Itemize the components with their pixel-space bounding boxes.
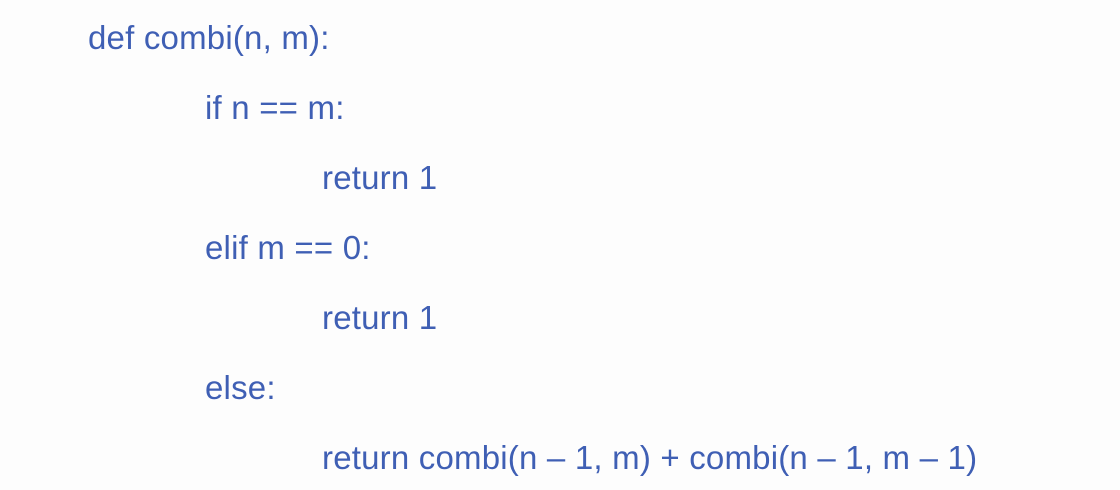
- code-line-if: if n == m:: [205, 89, 345, 126]
- code-line-return-recursive: return combi(n – 1, m) + combi(n – 1, m – 1): [322, 439, 978, 476]
- code-line-def: def combi(n, m):: [88, 19, 330, 56]
- code-line-elif: elif m == 0:: [205, 229, 371, 266]
- code-line-else: else:: [205, 369, 276, 406]
- code-line-return-1b: return 1: [322, 299, 438, 336]
- code-line-return-1a: return 1: [322, 159, 438, 196]
